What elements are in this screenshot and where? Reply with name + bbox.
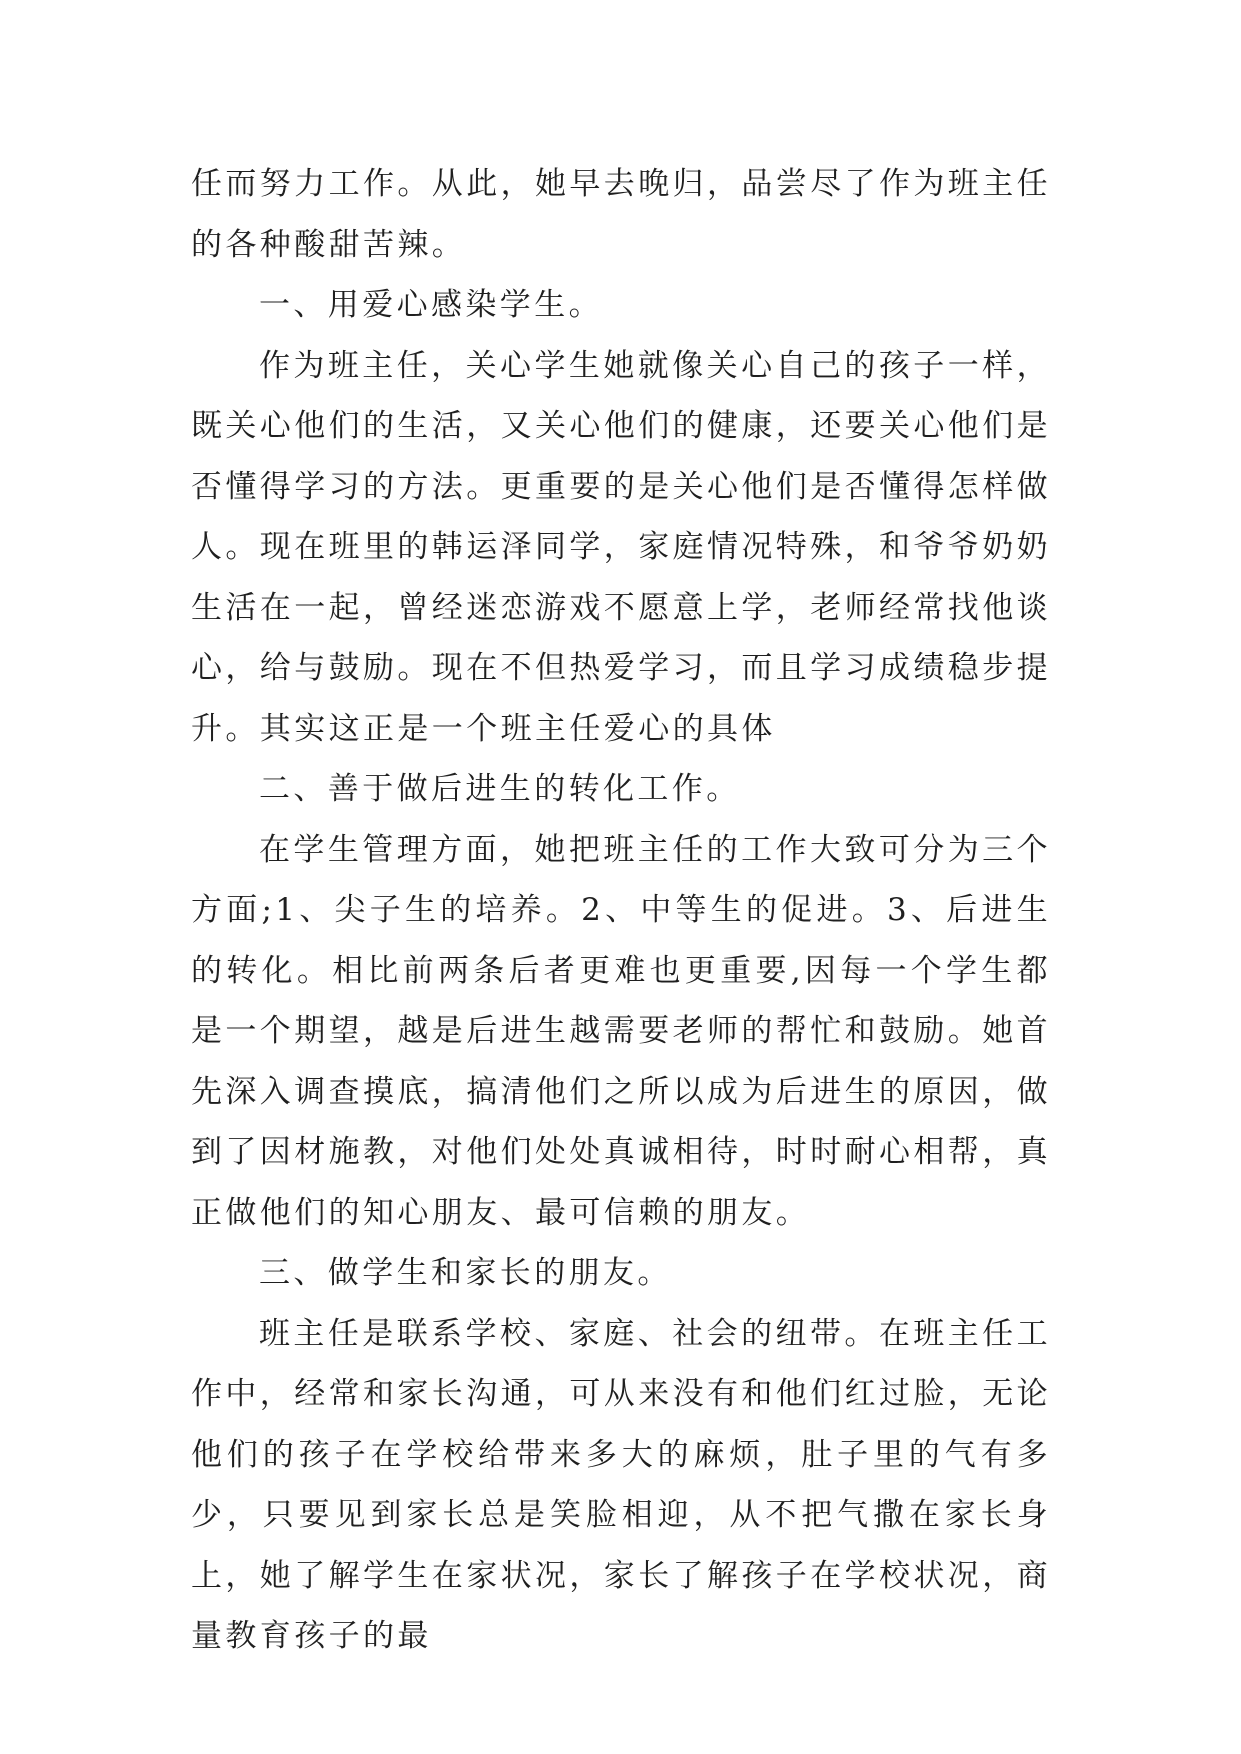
paragraph-care-for-students: 作为班主任，关心学生她就像关心自己的孩子一样，既关心他们的生活，又关心他们的健康，还要关心他们是否懂得学习的方法。更重要的是关心他们是否懂得怎样做人。现在班里的韩运泽同学，家庭情况特殊，和爷爷奶奶生活在一起，曾经迷恋游戏不愿意上学，老师经常找他谈心，给与鼓励。现在不但热爱学习，而且学习成绩稳步提升。其实这正是一个班主任爱心的具体 <box>191 347 1051 747</box>
paragraph-continuation: 任而努力工作。从此，她早去晚归，品尝尽了作为班主任的各种酸甜苦辣。 <box>191 166 1051 263</box>
section-heading-1: 一、用爱心感染学生。 <box>259 287 603 323</box>
paragraph-parents-friends: 班主任是联系学校、家庭、社会的纽带。在班主任工作中，经常和家长沟通，可从来没有和他们红过脸，无论他们的孩子在学校给带来多大的麻烦，肚子里的气有多少，只要见到家长总是笑脸相迎，从不把气撒在家长身上，她了解学生在家状况，家长了解孩子在学校状况，商量教育孩子的最 <box>191 1315 1051 1654</box>
document-body <box>191 154 1051 1667</box>
paragraph-underachiever-transformation: 在学生管理方面，她把班主任的工作大致可分为三个方面;1、尖子生的培养。2、中等生的促进。3、后进生的转化。相比前两条后者更难也更重要,因每一个学生都是一个期望，越是后进生越需要老师的帮忙和鼓励。她首先深入调查摸底，搞清他们之所以成为后进生的原因，做到了因材施教，对他们处处真诚相待，时时耐心相帮，真正做他们的知心朋友、最可信赖的朋友。 <box>191 831 1051 1231</box>
section-heading-3: 三、做学生和家长的朋友。 <box>259 1255 672 1291</box>
section-heading-2: 二、善于做后进生的转化工作。 <box>259 771 741 807</box>
